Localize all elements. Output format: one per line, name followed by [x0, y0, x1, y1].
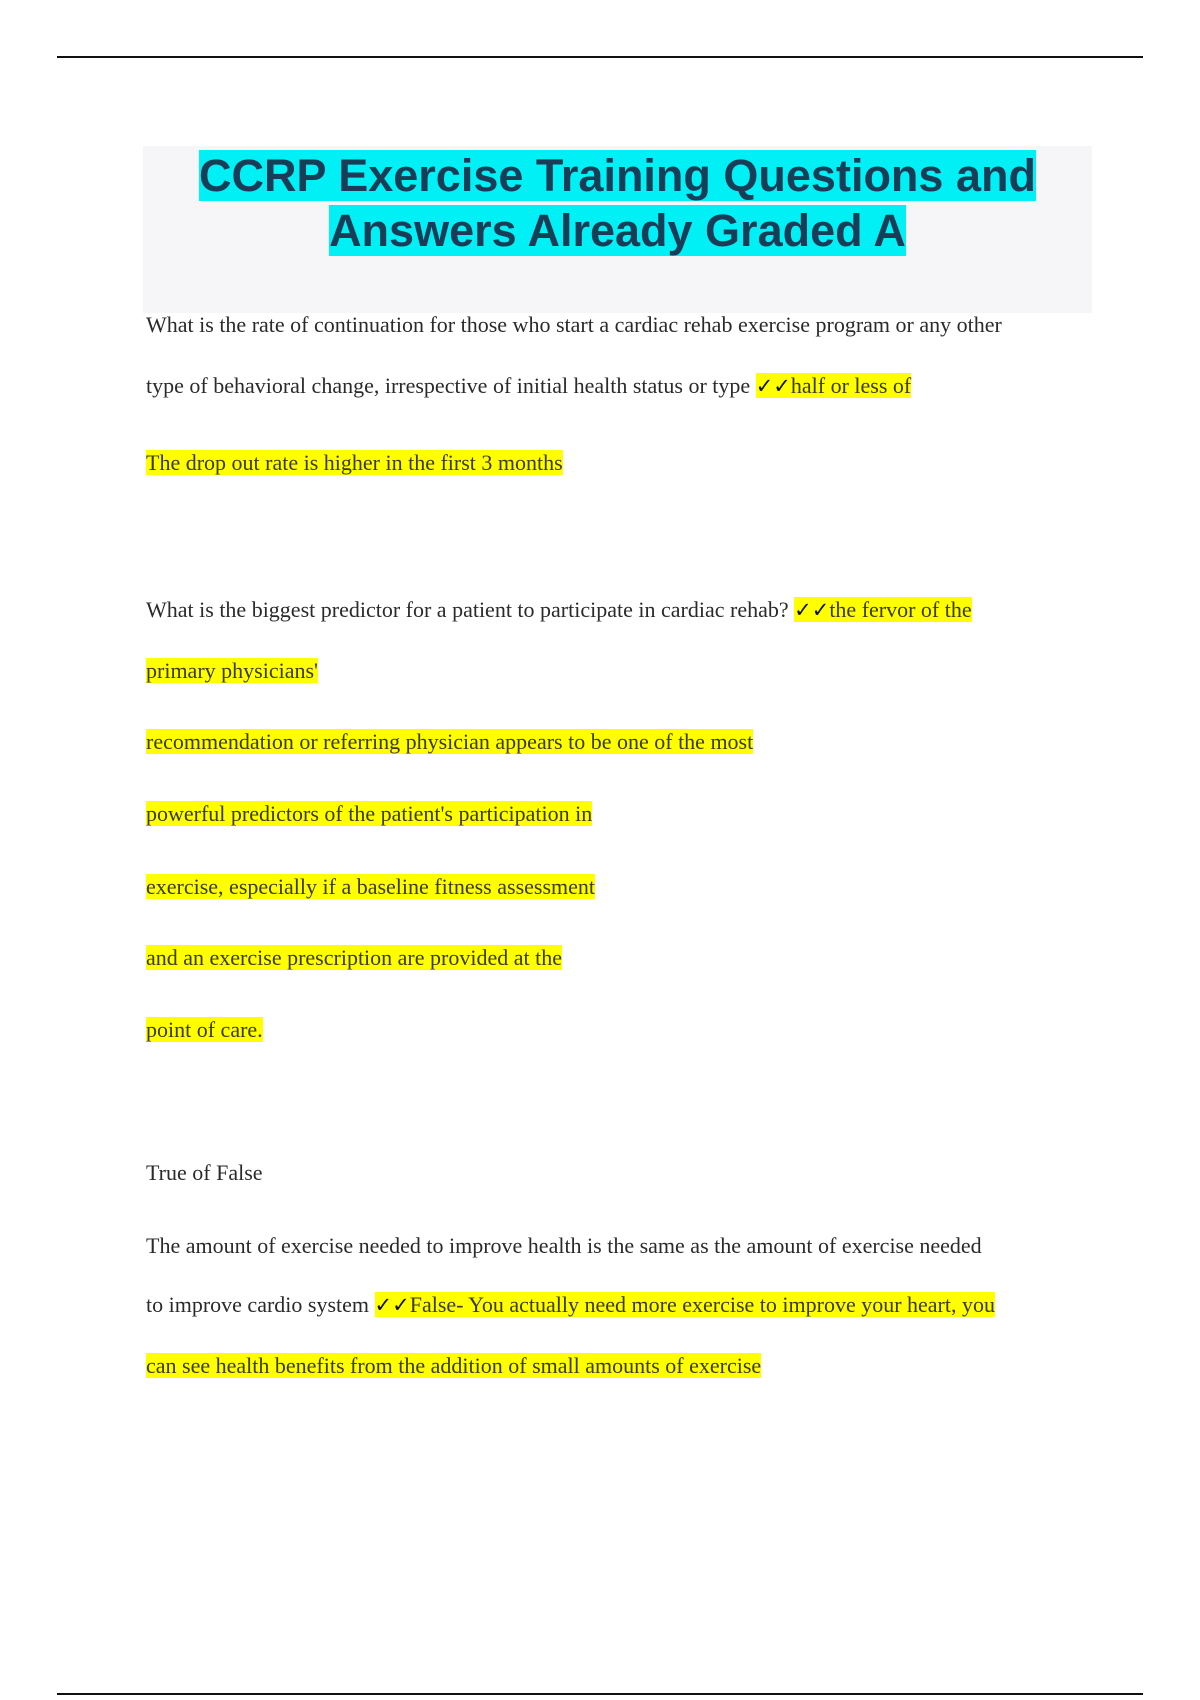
q2-answer-cont-1: recommendation or referring physician appears to be one of the most	[146, 729, 754, 754]
q2-answer-text: the fervor of the	[829, 597, 972, 622]
q1-question-text: type of behavioral change, irrespective of initial health status or type	[146, 373, 756, 398]
q1-answer-text: half or less of	[790, 373, 912, 398]
q1-answer-line	[146, 448, 563, 478]
q3-question-line-2	[146, 1290, 995, 1320]
q2-answer-cont-3: exercise, especially if a baseline fitness assessment	[146, 874, 596, 899]
q2-answer-line-2	[146, 727, 753, 757]
q2-answer-cont-0: primary physicians'	[146, 658, 318, 683]
footer-rule	[57, 1693, 1143, 1695]
q2-answer-start	[794, 597, 972, 622]
check-icon: ✓✓	[755, 374, 791, 398]
q2-answer-line-5	[146, 943, 562, 973]
header-rule	[57, 56, 1143, 58]
q1-question-line-1: What is the rate of continuation for those who start a cardiac rehab exercise program or any other	[146, 312, 1002, 337]
q2-question-line-1	[146, 595, 972, 625]
q3-answer-line	[146, 1351, 761, 1381]
q2-answer-line-6	[146, 1015, 263, 1045]
title-line-2: Answers Already Graded A	[329, 205, 906, 256]
check-icon: ✓✓	[794, 598, 830, 622]
q1-answer-cont-0: The drop out rate is higher in the first 3 months	[146, 450, 563, 475]
q3-question-line-1: The amount of exercise needed to improve health is the same as the amount of exercise needed	[146, 1233, 982, 1258]
q3-answer-start	[375, 1292, 995, 1317]
q2-answer-line-1	[146, 656, 318, 686]
q3-question-text: to improve cardio system	[146, 1292, 375, 1317]
q2-answer-line-4	[146, 872, 595, 902]
q2-answer-line-3	[146, 799, 592, 829]
q3-answer-cont-0: can see health benefits from the addition of small amounts of exercise	[146, 1353, 762, 1378]
q2-answer-cont-2: powerful predictors of the patient's participation in	[146, 801, 593, 826]
title-line-1: CCRP Exercise Training Questions and	[199, 150, 1036, 201]
q3-label: True of False	[146, 1160, 263, 1185]
q1-question-line-2	[146, 371, 911, 401]
q1-answer-start	[756, 373, 912, 398]
q2-answer-cont-4: and an exercise prescription are provided at the	[146, 945, 562, 970]
q3-answer-text: False- You actually need more exercise to improve your heart, you	[409, 1292, 995, 1317]
q2-question-text: What is the biggest predictor for a patient to participate in cardiac rehab?	[146, 597, 795, 622]
check-icon: ✓✓	[374, 1293, 410, 1317]
document-title	[143, 148, 1092, 258]
q2-answer-cont-5: point of care.	[146, 1017, 263, 1042]
